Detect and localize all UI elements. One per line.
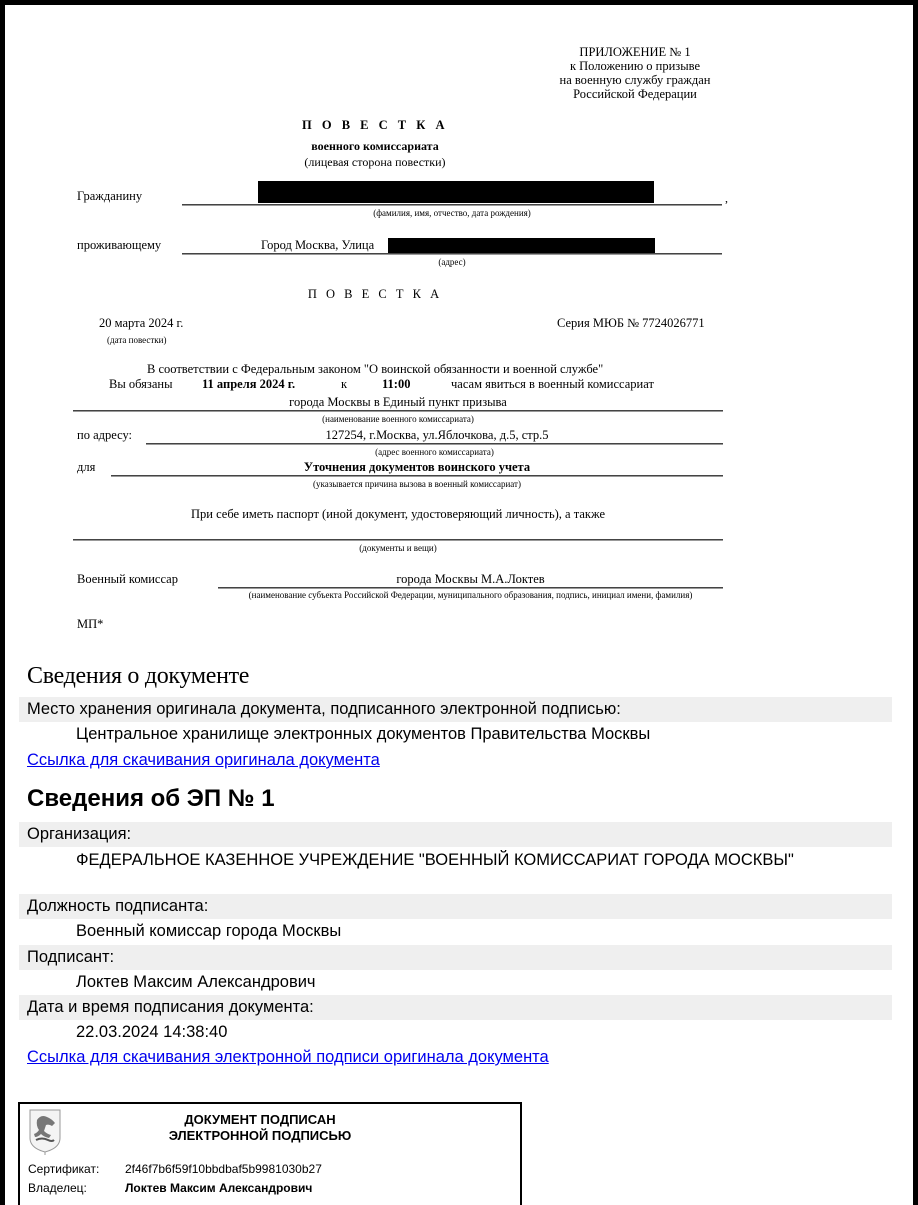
stamp-title bbox=[80, 1112, 440, 1144]
obliged-label: Вы обязаны bbox=[109, 377, 173, 391]
download-signature-link[interactable]: Ссылка для скачивания электронной подписи оригинала документа bbox=[27, 1048, 549, 1066]
commissariat-address-caption: (адрес военного комиссариата) bbox=[375, 447, 494, 457]
summons-subtitle-1: военного комиссариата bbox=[311, 139, 439, 153]
stamp-cert-row bbox=[28, 1162, 322, 1176]
stamp-place-label: МП* bbox=[77, 617, 104, 631]
document-page bbox=[5, 5, 913, 1205]
bring-underline bbox=[73, 539, 723, 541]
storage-label: Место хранения оригинала документа, подписанного электронной подписью: bbox=[19, 697, 892, 722]
org-value: ФЕДЕРАЛЬНОЕ КАЗЕННОЕ УЧРЕЖДЕНИЕ "ВОЕННЫЙ КОМИССАРИАТ ГОРОДА МОСКВЫ" bbox=[76, 851, 794, 869]
position-value: Военный комиссар города Москвы bbox=[76, 922, 342, 940]
address-value: Город Москва, Улица bbox=[261, 238, 375, 252]
address-label: проживающему bbox=[77, 238, 162, 252]
law-line: В соответствии с Федеральным законом "О воинской обязанности и военной службе" bbox=[147, 362, 604, 376]
appear-time: 11:00 bbox=[382, 377, 411, 391]
summons-subtitle bbox=[245, 138, 505, 170]
signer-value: Локтев Максим Александрович bbox=[76, 973, 316, 991]
commissariat-name: города Москвы в Единый пункт призыва bbox=[289, 395, 507, 409]
download-original-link[interactable]: Ссылка для скачивания оригинала документа bbox=[27, 751, 380, 769]
citizen-label: Гражданину bbox=[77, 189, 143, 203]
appendix-line-2: к Положению о призыве bbox=[569, 59, 701, 73]
citizen-caption: (фамилия, имя, отчество, дата рождения) bbox=[373, 208, 531, 218]
bring-text: При себе иметь паспорт (иной документ, удостоверяющий личность), а также bbox=[190, 507, 605, 521]
stamp-owner-row bbox=[28, 1181, 312, 1195]
summons-title-2: П О В Е С Т К А bbox=[307, 287, 443, 301]
stamp-title-1: ДОКУМЕНТ ПОДПИСАН bbox=[184, 1112, 336, 1127]
commissar-label: Военный комиссар bbox=[77, 572, 178, 586]
appendix-line-4: Российской Федерации bbox=[573, 87, 697, 101]
appear-text: часам явиться в военный комиссариат bbox=[451, 377, 654, 391]
stamp-cert-value: 2f46f7b6f59f10bbdbaf5b9981030b27 bbox=[125, 1162, 322, 1176]
signer-label: Подписант: bbox=[19, 945, 892, 970]
redacted-citizen-name bbox=[258, 181, 654, 203]
commissariat-underline bbox=[73, 410, 723, 412]
stamp-cert-label: Сертификат: bbox=[28, 1162, 100, 1176]
citizen-comma: , bbox=[725, 191, 728, 205]
citizen-underline bbox=[182, 204, 722, 206]
appendix-line-3: на военную службу граждан bbox=[559, 73, 711, 87]
reason: Уточнения документов воинского учета bbox=[303, 460, 531, 474]
signature-info-heading: Сведения об ЭП № 1 bbox=[27, 785, 275, 812]
commissariat-caption: (наименование военного комиссариата) bbox=[322, 414, 474, 424]
org-label: Организация: bbox=[19, 822, 892, 847]
summons-subtitle-2: (лицевая сторона повестки) bbox=[304, 155, 446, 169]
address-underline bbox=[182, 253, 722, 255]
bring-caption: (документы и вещи) bbox=[359, 543, 437, 553]
e-signature-stamp bbox=[18, 1102, 522, 1205]
datetime-value: 22.03.2024 14:38:40 bbox=[76, 1023, 228, 1041]
summons-date-caption: (дата повестки) bbox=[107, 335, 167, 345]
moscow-coat-of-arms-icon bbox=[28, 1108, 62, 1156]
commissariat-address-underline bbox=[146, 443, 723, 445]
summons-title: П О В Е С Т К А bbox=[302, 118, 448, 132]
reason-underline bbox=[111, 475, 723, 477]
appendix-line-1: ПРИЛОЖЕНИЕ № 1 bbox=[579, 45, 691, 59]
datetime-label: Дата и время подписания документа: bbox=[19, 995, 892, 1020]
summons-date: 20 марта 2024 г. bbox=[99, 316, 184, 330]
redacted-address bbox=[388, 238, 655, 253]
k-label: к bbox=[341, 377, 348, 391]
document-info-heading: Сведения о документе bbox=[27, 663, 250, 689]
stamp-owner-label: Владелец: bbox=[28, 1181, 87, 1195]
appendix-header bbox=[525, 45, 745, 101]
for-label: для bbox=[77, 460, 96, 474]
commissar-caption: (наименование субъекта Российской Федерации, муниципального образования, подпись, инициал имени, фамилия) bbox=[248, 590, 693, 600]
storage-value: Центральное хранилище электронных документов Правительства Москвы bbox=[76, 725, 651, 743]
at-address-label: по адресу: bbox=[77, 428, 133, 442]
stamp-title-2: ЭЛЕКТРОННОЙ ПОДПИСЬЮ bbox=[168, 1128, 352, 1143]
commissariat-address: 127254, г.Москва, ул.Яблочкова, д.5, стр.5 bbox=[325, 428, 549, 442]
commissar-value: города Москвы М.А.Локтев bbox=[396, 572, 545, 586]
commissar-underline bbox=[218, 587, 723, 589]
summons-series: Серия МЮБ № 7724026771 bbox=[557, 316, 705, 330]
appear-date: 11 апреля 2024 г. bbox=[202, 377, 296, 391]
address-caption: (адрес) bbox=[438, 257, 466, 267]
position-label: Должность подписанта: bbox=[19, 894, 892, 919]
stamp-owner-value: Локтев Максим Александрович bbox=[125, 1181, 313, 1195]
reason-caption: (указывается причина вызова в военный комиссариат) bbox=[313, 479, 521, 489]
